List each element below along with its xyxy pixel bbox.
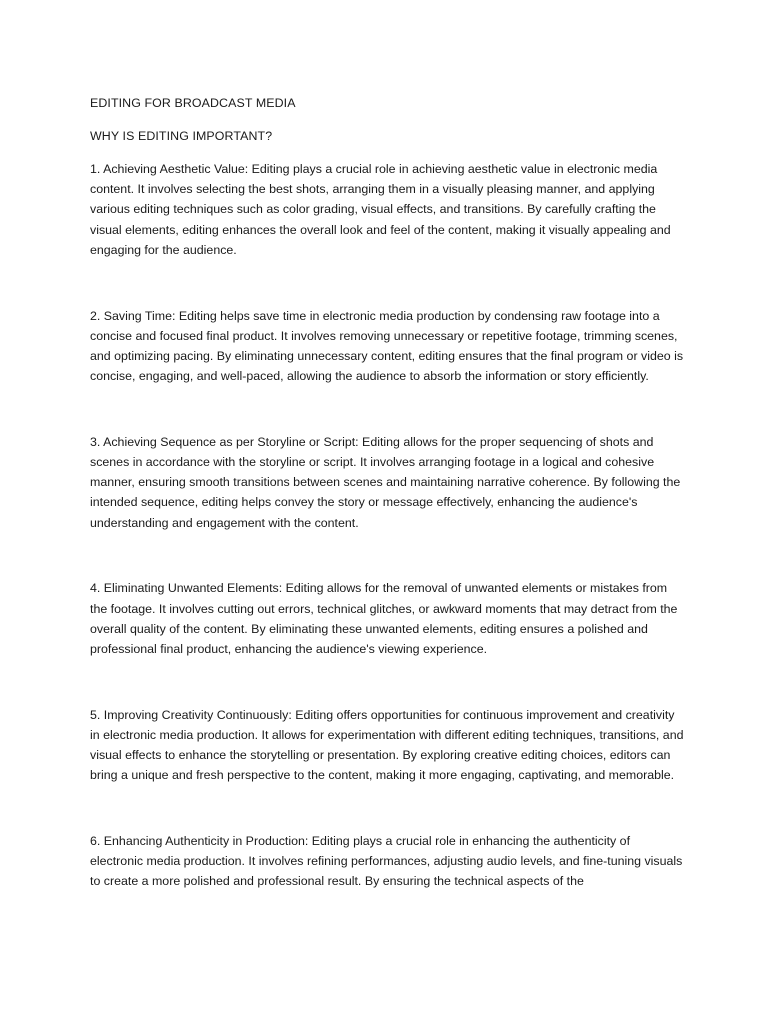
document-title: EDITING FOR BROADCAST MEDIA — [90, 96, 296, 110]
paragraph-authenticity: 6. Enhancing Authenticity in Production: Editing plays a crucial role in enhancing the authenticity of electronic media production. It involves refining performances, adjusting audio levels, and fine-tuning visuals to create a more polished and professional result. By ensuring the technical aspects of the — [90, 833, 683, 889]
paragraph-unwanted-elements: 4. Eliminating Unwanted Elements: Editing allows for the removal of unwanted elements or mistakes from the footage. It involves cutting out errors, technical glitches, or awkward moments that may detract from the overall quality of the content. By eliminating these unwanted elements, editing ensures a polished and professional final product, enhancing the audience's viewing experience. — [90, 581, 678, 656]
document-body — [90, 93, 686, 892]
paragraph-sequence: 3. Achieving Sequence as per Storyline or Script: Editing allows for the proper sequencing of shots and scenes in accordance with the storyline or script. It involves arranging footage in a logical and cohesive manner, ensuring smooth transitions between scenes and maintaining narrative coherence. By following the intended sequence, editing helps convey the story or message effectively, enhancing the audience's understanding and engagement with the content. — [90, 434, 681, 530]
paragraph-saving-time: 2. Saving Time: Editing helps save time in electronic media production by condensing raw footage into a concise and focused final product. It involves removing unnecessary or repetitive footage, trimming scenes, and optimizing pacing. By eliminating unnecessary content, editing ensures that the final program or video is concise, engaging, and well-paced, allowing the audience to absorb the information or story efficiently. — [90, 308, 684, 384]
section-heading: WHY IS EDITING IMPORTANT? — [90, 129, 273, 143]
paragraph-creativity: 5. Improving Creativity Continuously: Editing offers opportunities for continuous improvement and creativity in electronic media production. It allows for experimentation with different editing techniques, transitions, and visual effects to enhance the storytelling or presentation. By exploring creative editing choices, editors can bring a unique and fresh perspective to the content, making it more engaging, captivating, and memorable. — [90, 707, 684, 783]
paragraph-aesthetic-value: 1. Achieving Aesthetic Value: Editing plays a crucial role in achieving aesthetic value in electronic media content. It involves selecting the best shots, arranging them in a visually pleasing manner, and applying various editing techniques such as color grading, visual effects, and transitions. By carefully crafting the visual elements, editing enhances the overall look and feel of the content, making it visually appealing and engaging for the audience. — [90, 162, 671, 257]
